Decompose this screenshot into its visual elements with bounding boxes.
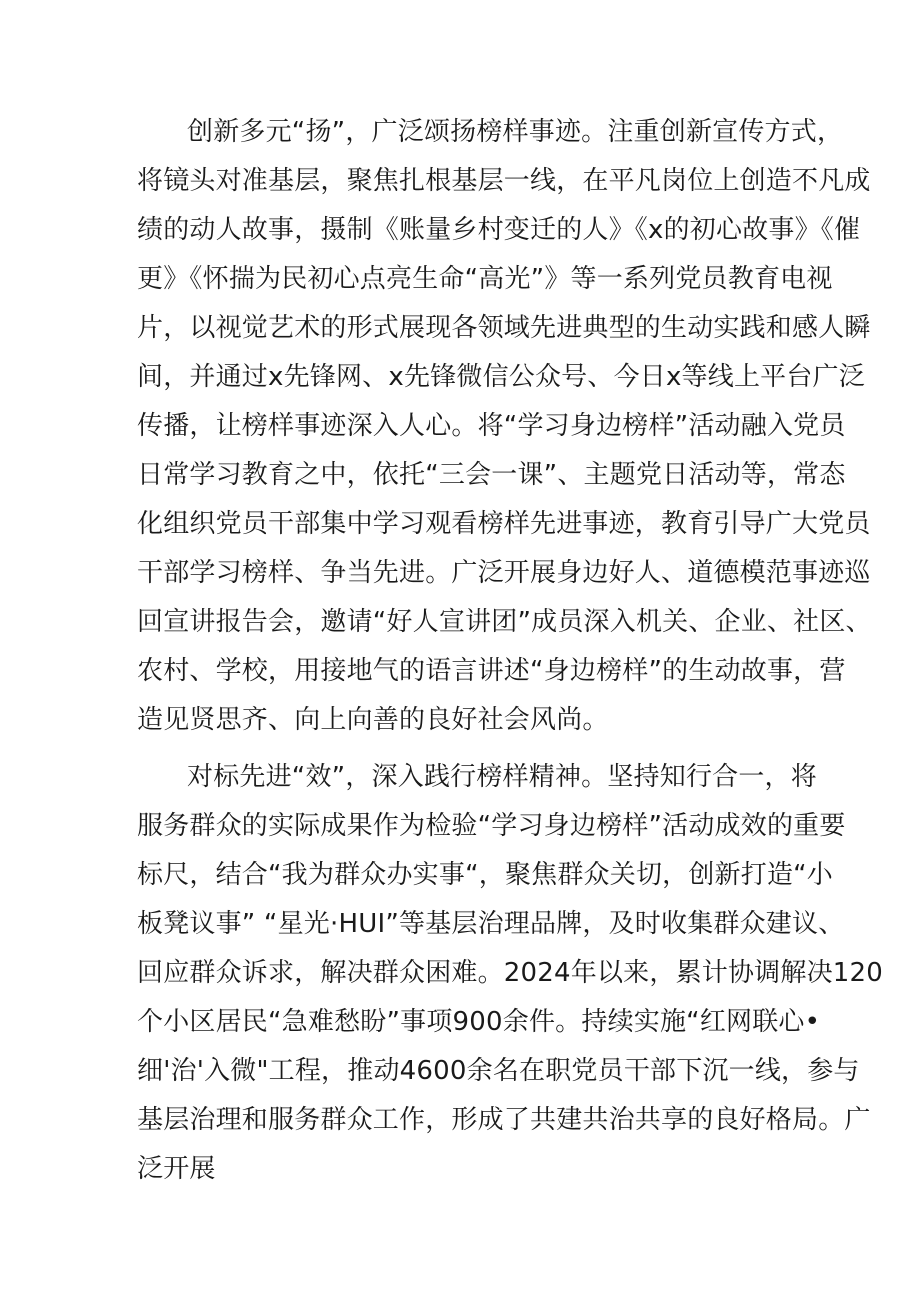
- paragraph-2-line-4: 板凳议事” “星光·HUI”等基层治理品牌，及时收集群众建议、: [137, 909, 845, 939]
- paragraph-1-line-7: 传播，让榜样事迹深入人心。将“学习身边榜样”活动融入党员: [137, 411, 846, 441]
- paragraph-1-line-4: 更》《怀揣为民初心点亮生命“高光”》等一系列党员教育电视: [137, 264, 833, 294]
- paragraph-1-line-12: 农村、学校，用接地气的语言讲述“身边榜样”的生动故事，营: [137, 656, 846, 686]
- paragraph-2-line-9: 泛开展: [137, 1154, 216, 1184]
- paragraph-1-line-1: 创新多元“扬”，广泛颂扬榜样事迹。注重创新宣传方式，: [187, 117, 844, 147]
- paragraph-1-line-10: 干部学习榜样、争当先进。广泛开展身边好人、道德模范事迹巡: [137, 558, 871, 588]
- paragraph-1-line-13: 造见贤思齐、向上向善的良好社会风尚。: [137, 705, 609, 735]
- paragraph-1-line-9: 化组织党员干部集中学习观看榜样先进事迹，教育引导广大党员: [137, 509, 871, 539]
- paragraph-2-line-8: 基层治理和服务群众工作，形成了共建共治共享的良好格局。广: [137, 1105, 871, 1135]
- paragraph-2-line-1: 对标先进“效”，深入践行榜样精神。坚持知行合一，将: [187, 762, 817, 792]
- paragraph-1-line-11: 回宣讲报告会，邀请“好人宣讲团”成员深入机关、企业、社区、: [137, 607, 872, 637]
- paragraph-1-line-5: 片，以视觉艺术的形式展现各领域先进典型的生动实践和感人瞬: [137, 313, 871, 343]
- paragraph-2-line-6: 个小区居民“急难愁盼”事项900余件。持续实施“红网联心•: [137, 1007, 821, 1037]
- paragraph-2-line-2: 服务群众的实际成果作为检验“学习身边榜样”活动成效的重要: [137, 811, 846, 841]
- paragraph-1-line-2: 将镜头对准基层，聚焦扎根基层一线，在平凡岗位上创造不凡成: [137, 166, 871, 196]
- paragraph-2-line-3: 标尺，结合“我为群众办实事“，聚焦群众关切，创新打造“小: [137, 860, 834, 890]
- paragraph-1-line-8: 日常学习教育之中，依托“三会一课”、主题党日活动等，常态: [137, 460, 846, 490]
- paragraph-2-line-5: 回应群众诉求，解决群众困难。2024年以来，累计协调解决120: [137, 958, 883, 988]
- paragraph-1-line-6: 间，并通过x先锋网、x先锋微信公众号、今日x等线上平台广泛: [137, 362, 865, 392]
- paragraph-2-line-7: 细'治'入微"工程，推动4600余名在职党员干部下沉一线，参与: [137, 1056, 860, 1086]
- paragraph-1-line-3: 绩的动人故事，摄制《账量乡村变迁的人》《x的初心故事》《催: [137, 215, 861, 245]
